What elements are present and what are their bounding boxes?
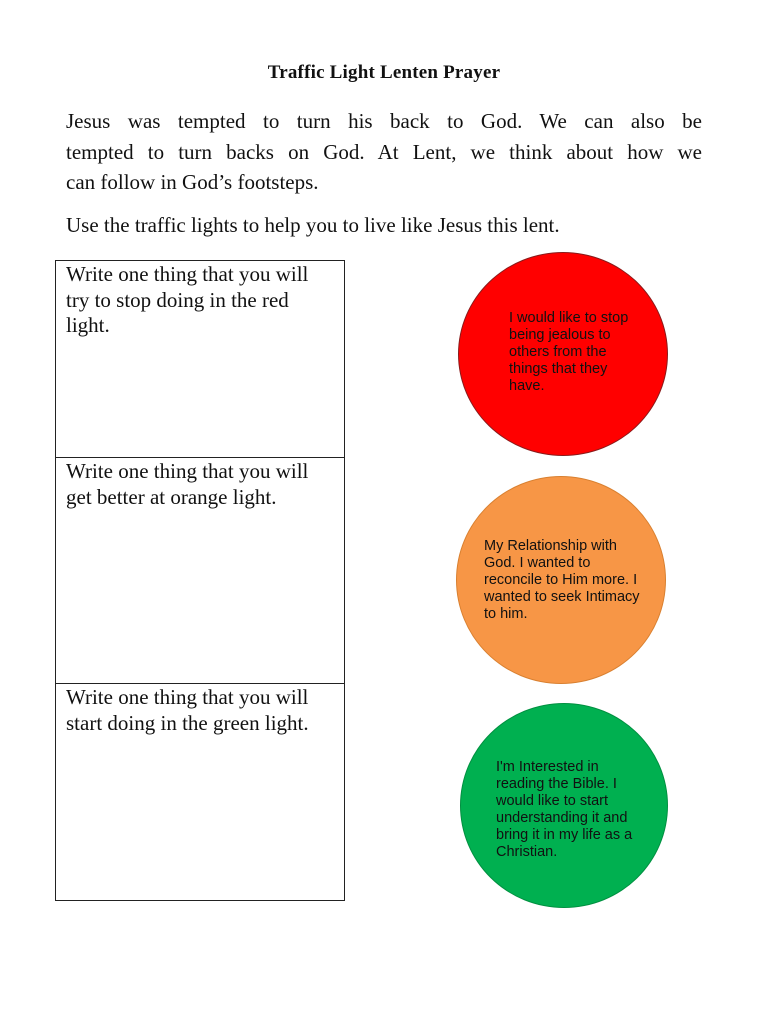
intro-paragraph	[66, 106, 702, 198]
orange-light-prompt: Write one thing that you will get better at orange light.	[66, 459, 309, 509]
red-light-prompt: Write one thing that you will try to stop doing in the red light.	[66, 262, 309, 337]
page-title: Traffic Light Lenten Prayer	[267, 62, 501, 83]
green-light-answer: I'm Interested in reading the Bible. I would like to start understanding it and bring it in my life as a Christian.	[496, 759, 633, 860]
instruction-text: Use the traffic lights to help you to live like Jesus this lent.	[66, 213, 560, 237]
intro-line: can follow in God’s footsteps.	[66, 170, 319, 194]
green-light-prompt-box	[56, 684, 344, 900]
orange-light-circle	[456, 476, 666, 684]
green-light-prompt: Write one thing that you will start doing in the green light.	[66, 685, 309, 735]
red-light-circle	[458, 252, 668, 456]
orange-light-answer: My Relationship with God. I wanted to reconcile to Him more. I wanted to seek Intimacy to him.	[484, 538, 640, 622]
prompt-boxes-table	[55, 260, 345, 901]
intro-line: Jesus was tempted to turn his back to God. We can also be	[66, 109, 702, 133]
orange-light-prompt-box	[56, 458, 344, 684]
green-light-circle	[460, 703, 668, 908]
red-light-answer: I would like to stop being jealous to others from the things that they have.	[509, 310, 629, 394]
intro-line: tempted to turn backs on God. At Lent, we think about how we	[66, 139, 702, 164]
red-light-prompt-box	[56, 261, 344, 458]
